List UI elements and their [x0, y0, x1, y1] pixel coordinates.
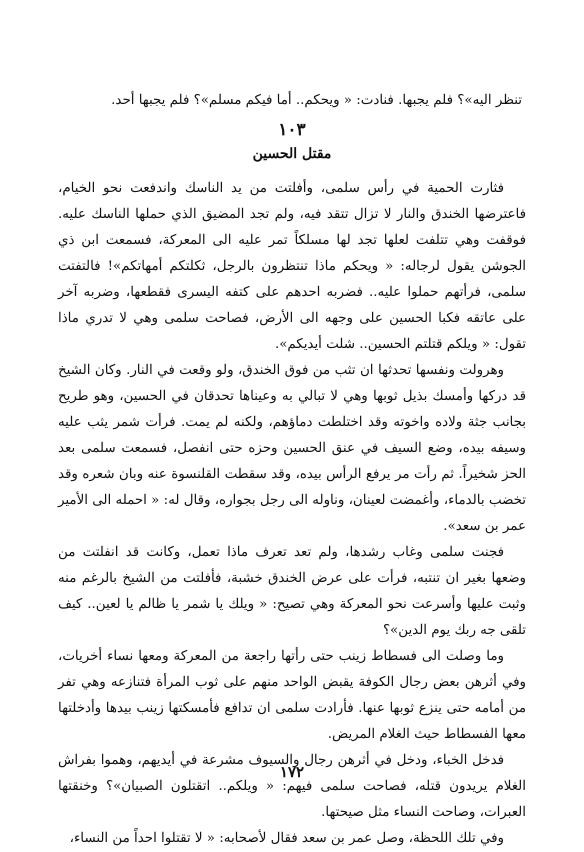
- paragraph: وهرولت ونفسها تحدثها ان تثب من فوق الخندق، ولو وقعت في النار. وكان الشيخ قد دركها وأمسك بذيل ثوبها وهي لا تبالي به وعيناها تحدقان في الحسين، وهو طريح بجانب جثة ولاده واخوته وقد اختلطت دماؤهم، ولكنه لم يمت. فرأت شمر يثب عليه وسيفه بيده، وضع السيف في عنق الحسين وحزه حتى انفصل، فسمعت سلمى بعد الحز شخيراً. ثم رأت مر يرفع الرأس بيده، وقد سقطت القلنسوة عنه وبان شعره وقد تخضب بالدماء، وأغمضت لعينان، وناوله الى رجل بجواره، وقال له: « احمله الى الأمير عمر بن سعد».: [58, 363, 526, 534]
- chapter-title: مقتل الحسين: [252, 146, 332, 162]
- paragraph: فجنت سلمى وغاب رشدها، ولم تعد تعرف ماذا تعمل، وكانت قد انفلتت من وضعها بغير ان تنتبه، فرأت على عرض الخندق خشبة، فأفلتت من الشيخ بالرغم منه وثبت عليها وأسرعت نحو المعركة وهي تصيح: « ويلك يا شمر يا ظالم يا لعين.. كيف تلقى جه ربك يوم الدين»؟: [58, 545, 526, 638]
- chapter-number: ١٠٣: [278, 120, 306, 140]
- body-text: [58, 176, 526, 852]
- continuation-line: تنظر اليه»؟ فلم يجبها. فنادت: « ويحكم.. أما فيكم مسلم»؟ فلم يجبها أحد.: [111, 93, 522, 108]
- page-number: ١٧٢: [279, 763, 305, 781]
- paragraph: فدخل الخباء، ودخل في أثرهن رجال والسيوف مشرعة في أيديهم، وهموا بفراش الغلام يريدون قتله، فصاحت سلمى فيهم: « ويلكم.. اتقتلون الصبيان»؟ وخنقتها العبرات، وصاحت النساء مثل صيحتها.: [58, 753, 526, 820]
- paragraph: وفي تلك اللحظة، وصل عمر بن سعد فقال لأصحابه: « لا تقتلوا احداً من النساء،: [69, 831, 504, 846]
- paragraph: فثارت الحمية في رأس سلمى، وأفلتت من يد الناسك واندفعت نحو الخيام، فاعترضها الخندق والنار لا تزال تتقد فيه، ولم تجد المضيق الذي حملها الناسك عليه. فوقفت وهي تتلفت لعلها تجد لها مسلكاً تمر عليه الى المعركة، فسمعت ابن ذي الجوشن يقول لرجاله: « ويحكم ماذا تنتظرون بالرجل، ثكلتكم أمهاتكم»! فالتفتت سلمى، فرأتهم حملوا عليه.. فضربه احدهم على كتفه اليسرى فقطعها، وضربه آخر على عاتقه فكبا الحسين على وجهه الى الأرض، فصاحت سلمى وهي لا تدري ماذا تقول: « ويلكم قتلتم الحسين.. شلت أيديكم».: [58, 181, 526, 352]
- paragraph: وما وصلت الى فسطاط زينب حتى رأتها راجعة من المعركة ومعها نساء أخريات، وفي أثرهن بعض رجال الكوفة يقبض الواحد منهم على ثوب المرأة فتنازعه وهي تفر من أمامه حتى ينزع ثوبها عنها. فأرادت سلمى ان تدافع فأمسكتها زينب بيدها وأدخلتها معها الفسطاط حيث الغلام المريض.: [58, 649, 526, 742]
